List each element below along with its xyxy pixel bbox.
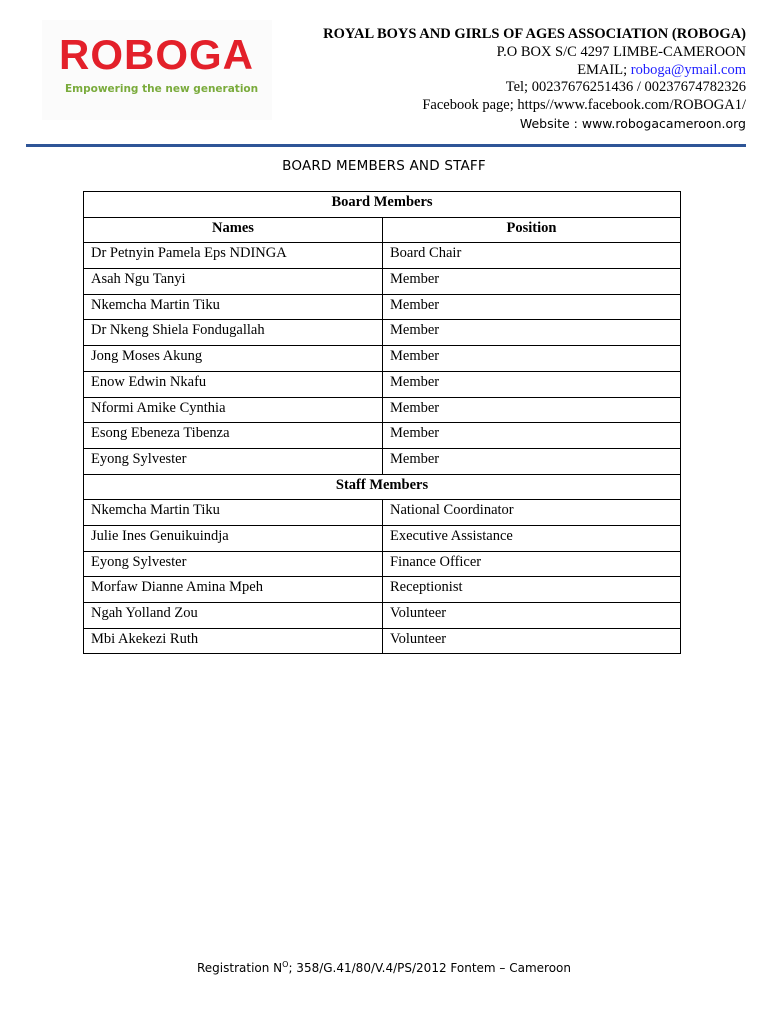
- member-position: Member: [383, 423, 681, 449]
- position-column-header: Position: [383, 217, 681, 243]
- logo-tagline: Empowering the new generation: [65, 83, 259, 95]
- staff-member-row: [84, 603, 681, 629]
- staff-member-row: [84, 628, 681, 654]
- registration-superscript: O: [282, 960, 289, 969]
- staff-members-heading: Staff Members: [84, 474, 681, 500]
- member-name: Dr Petnyin Pamela Eps NDINGA: [84, 243, 383, 269]
- member-name: Dr Nkeng Shiela Fondugallah: [84, 320, 383, 346]
- member-name: Esong Ebeneza Tibenza: [84, 423, 383, 449]
- member-position: Volunteer: [383, 628, 681, 654]
- member-name: Jong Moses Akung: [84, 346, 383, 372]
- board-member-row: [84, 243, 681, 269]
- email-line: [323, 62, 746, 80]
- board-member-row: [84, 320, 681, 346]
- member-position: National Coordinator: [383, 500, 681, 526]
- member-name: Asah Ngu Tanyi: [84, 269, 383, 295]
- board-member-row: [84, 397, 681, 423]
- member-name: Julie Ines Genuikuindja: [84, 525, 383, 551]
- header-divider: [26, 144, 746, 147]
- member-position: Finance Officer: [383, 551, 681, 577]
- board-members-heading: Board Members: [84, 192, 681, 218]
- board-member-row: [84, 371, 681, 397]
- staff-member-row: [84, 577, 681, 603]
- staff-member-row: [84, 551, 681, 577]
- staff-member-row: [84, 525, 681, 551]
- member-name: Enow Edwin Nkafu: [84, 371, 383, 397]
- member-position: Member: [383, 448, 681, 474]
- board-member-row: [84, 423, 681, 449]
- board-member-row: [84, 448, 681, 474]
- member-position: Receptionist: [383, 577, 681, 603]
- postal-address: P.O BOX S/C 4297 LIMBE-CAMEROON: [496, 43, 746, 60]
- names-column-header: Names: [84, 217, 383, 243]
- telephone-line: Tel; 00237676251436 / 00237674782326: [505, 79, 746, 96]
- member-position: Executive Assistance: [383, 525, 681, 551]
- member-position: Member: [383, 294, 681, 320]
- member-name: Nkemcha Martin Tiku: [84, 294, 383, 320]
- member-position: Volunteer: [383, 603, 681, 629]
- member-name: Nformi Amike Cynthia: [84, 397, 383, 423]
- member-position: Member: [383, 320, 681, 346]
- document-title: BOARD MEMBERS AND STAFF: [282, 158, 486, 174]
- member-position: Board Chair: [383, 243, 681, 269]
- registration-footer: [0, 960, 768, 975]
- registration-details: ; 358/G.41/80/V.4/PS/2012 Fontem – Cameroon: [288, 961, 571, 975]
- staff-member-row: [84, 500, 681, 526]
- member-name: Ngah Yolland Zou: [84, 603, 383, 629]
- board-member-row: [84, 269, 681, 295]
- member-name: Nkemcha Martin Tiku: [84, 500, 383, 526]
- roboga-logo: [42, 20, 272, 120]
- member-name: Morfaw Dianne Amina Mpeh: [84, 577, 383, 603]
- members-table: [83, 191, 681, 654]
- facebook-line: Facebook page; https//www.facebook.com/ROBOGA1/: [422, 97, 746, 114]
- letterhead: [323, 26, 746, 133]
- column-header-row: [84, 217, 681, 243]
- member-position: Member: [383, 346, 681, 372]
- organization-name: ROYAL BOYS AND GIRLS OF AGES ASSOCIATION (ROBOGA): [323, 26, 746, 42]
- email-link[interactable]: roboga@ymail.com: [630, 61, 746, 78]
- member-name: Eyong Sylvester: [84, 448, 383, 474]
- website-line: Website : www.robogacameroon.org: [519, 115, 746, 131]
- board-member-row: [84, 294, 681, 320]
- staff-heading-row: [84, 474, 681, 500]
- member-position: Member: [383, 397, 681, 423]
- board-heading-row: [84, 192, 681, 218]
- member-position: Member: [383, 371, 681, 397]
- member-name: Mbi Akekezi Ruth: [84, 628, 383, 654]
- logo-wordmark: ROBOGA: [59, 31, 254, 78]
- member-name: Eyong Sylvester: [84, 551, 383, 577]
- email-label: EMAIL;: [577, 61, 631, 78]
- board-member-row: [84, 346, 681, 372]
- member-position: Member: [383, 269, 681, 295]
- registration-prefix: Registration N: [197, 961, 283, 975]
